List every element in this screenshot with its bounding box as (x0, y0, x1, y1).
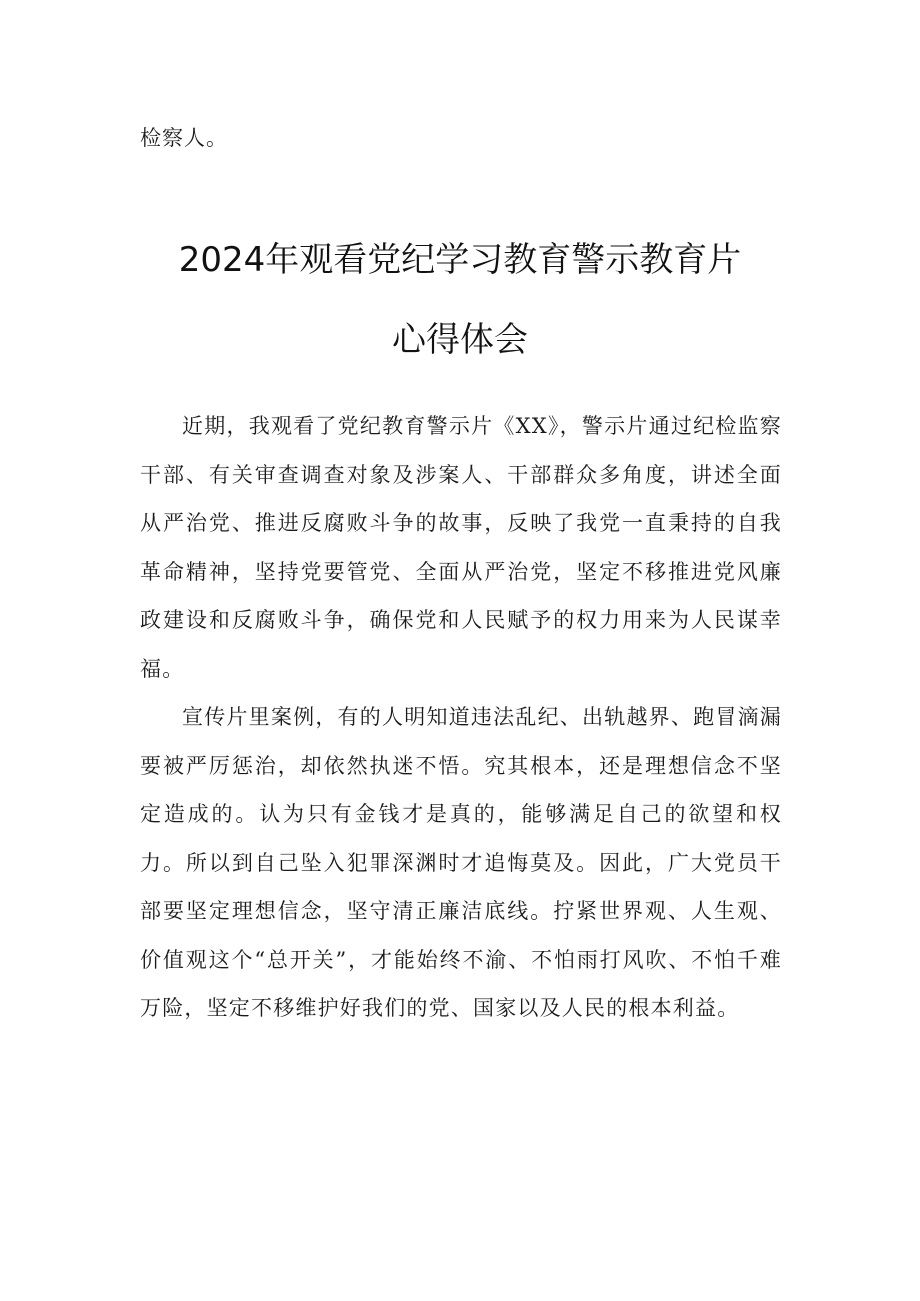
continuation-text: 检察人。 (140, 126, 228, 150)
title-line-2: 心得体会 (392, 320, 528, 360)
paragraph-1: 近期，我观看了党纪教育警示片《XX》，警示片通过纪检监察干部、有关审查调查对象及涉案人、干部群众多角度，讲述全面从严治党、推进反腐败斗争的故事，反映了我党一直秉持的自我革命精神，坚持党要管党、全面从严治党，坚定不移推进党风廉政建设和反腐败斗争，确保党和人民赋予的权力用来为人民谋幸福。 (140, 414, 782, 681)
document-title (0, 220, 920, 380)
paragraph-2: 宣传片里案例，有的人明知道违法乱纪、出轨越界、跑冒滴漏要被严厉惩治，却依然执迷不悟。究其根本，还是理想信念不坚定造成的。认为只有金钱才是真的，能够满足自己的欲望和权力。所以到自己坠入犯罪深渊时才追悔莫及。因此，广大党员干部要坚定理想信念，坚守清正廉洁底线。拧紧世界观、人生观、价值观这个“总开关”，才能始终不渝、不怕雨打风吹、不怕千难万险，坚定不移维护好我们的党、国家以及人民的根本利益。 (140, 705, 782, 1020)
title-line-1: 2024年观看党纪学习教育警示教育片 (178, 240, 742, 280)
document-body (140, 402, 782, 1033)
